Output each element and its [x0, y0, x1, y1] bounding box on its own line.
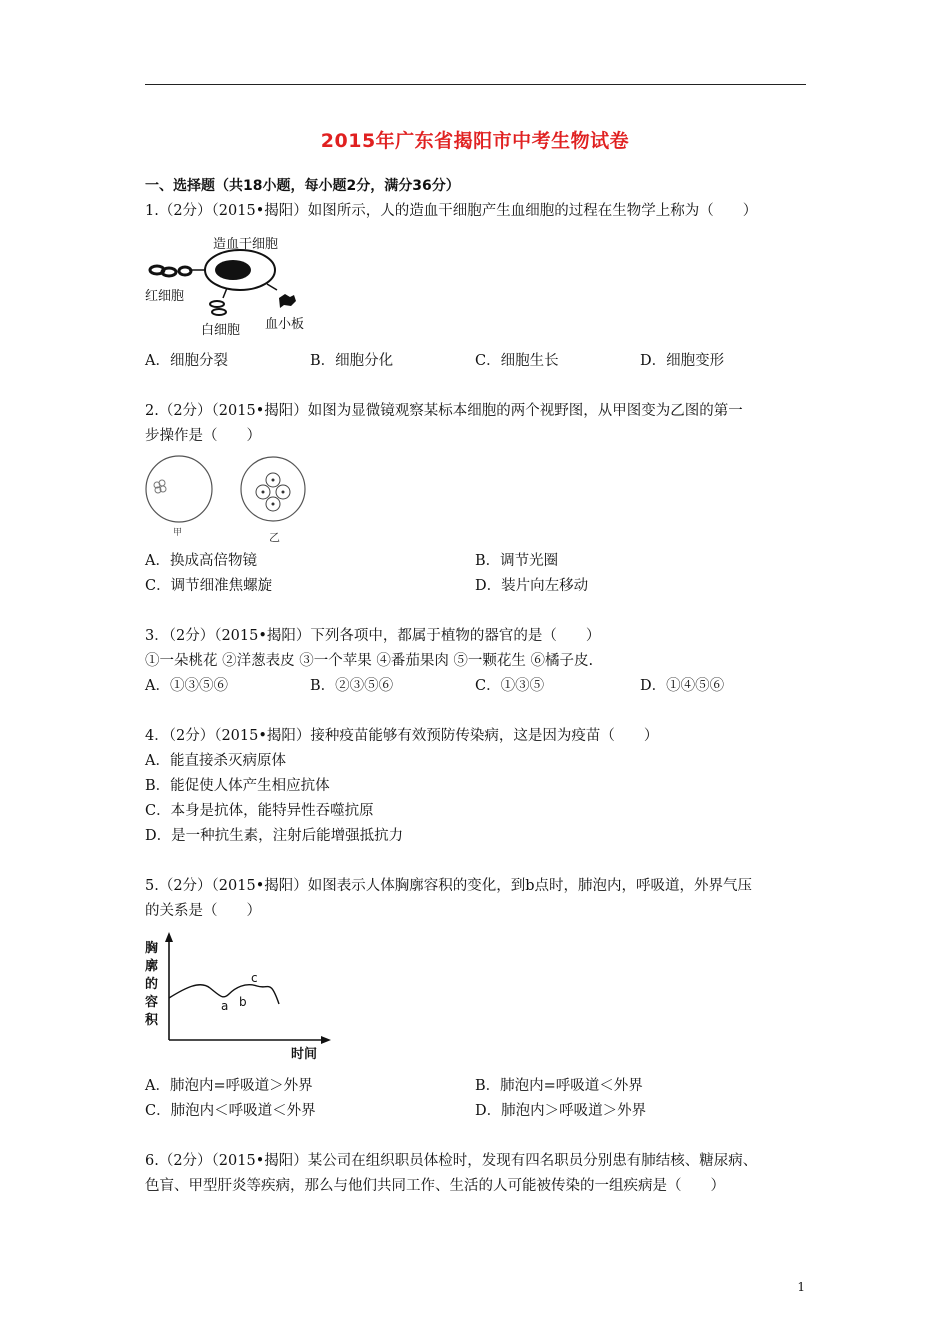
q5-option-c[interactable]: C．肺泡内＜呼吸道＜外界: [145, 1103, 316, 1119]
q1-option-a[interactable]: A．细胞分裂: [145, 353, 228, 369]
label-platelet: 血小板: [265, 317, 305, 332]
ylabel-char-3: 的: [145, 977, 159, 992]
question-3-text: 3．（2分）（2015•揭阳）下列各项中，都属于植物的器官的是（ ）: [145, 628, 601, 644]
q1-option-c[interactable]: C．细胞生长: [475, 353, 559, 369]
q5-option-b[interactable]: B．肺泡内=呼吸道＜外界: [475, 1078, 643, 1094]
label-red-cell: 红细胞: [145, 289, 185, 304]
ylabel-char-5: 积: [145, 1013, 159, 1028]
question-1-text: 1.（2分）（2015•揭阳）如图所示，人的造血干细胞产生血细胞的过程在生物学上称为（ ）: [145, 203, 758, 219]
point-b: b: [239, 995, 247, 1009]
q1-option-b[interactable]: B．细胞分化: [310, 353, 394, 369]
q2-option-b[interactable]: B．调节光圈: [475, 553, 559, 569]
q4-option-d[interactable]: D．是一种抗生素，注射后能增强抵抗力: [145, 828, 404, 844]
q4-option-c[interactable]: C．本身是抗体，能特异性吞噬抗原: [145, 803, 374, 819]
header-rule: [145, 84, 806, 85]
ylabel-char-1: 胸: [145, 941, 159, 956]
q3-option-c[interactable]: C．①③⑤: [475, 678, 545, 694]
page-title: 2015年广东省揭阳市中考生物试卷: [320, 130, 630, 152]
ylabel-char-4: 容: [145, 995, 159, 1010]
label-jia: 甲: [173, 528, 183, 538]
label-stem-cell: 造血干细胞: [213, 237, 279, 252]
section-heading: 一、选择题（共18小题，每小题2分，满分36分）: [145, 178, 460, 194]
q5-option-d[interactable]: D．肺泡内＞呼吸道＞外界: [475, 1103, 647, 1119]
question-2-text-line2: 步操作是（ ）: [145, 428, 261, 444]
question-4-text: 4．（2分）（2015•揭阳）接种疫苗能够有效预防传染病，这是因为疫苗（ ）: [145, 728, 659, 744]
question-5-text-line2: 的关系是（ ）: [145, 903, 261, 919]
q2-option-d[interactable]: D．装片向左移动: [475, 578, 589, 594]
label-yi: 乙: [269, 531, 280, 544]
q3-option-d[interactable]: D．①④⑤⑥: [640, 678, 725, 694]
q5-option-a[interactable]: A．肺泡内=呼吸道＞外界: [145, 1078, 313, 1094]
question-3-items: ①一朵桃花 ②洋葱表皮 ③一个苹果 ④番茄果肉 ⑤一颗花生 ⑥橘子皮.: [145, 653, 594, 669]
ylabel-char-2: 廓: [145, 959, 159, 974]
q4-option-a[interactable]: A．能直接杀灭病原体: [145, 753, 286, 769]
q2-option-c[interactable]: C．调节细准焦螺旋: [145, 578, 273, 594]
question-2-text-line1: 2.（2分）（2015•揭阳）如图为显微镜观察某标本细胞的两个视野图，从甲图变为乙图的第一: [145, 403, 743, 419]
label-white-cell: 白细胞: [201, 323, 241, 338]
page-number: 1: [797, 1280, 805, 1294]
question-6-text-line1: 6.（2分）（2015•揭阳）某公司在组织职员体检时，发现有四名职员分别患有肺结核、糖尿病、: [145, 1153, 758, 1169]
q3-option-b[interactable]: B．②③⑤⑥: [310, 678, 394, 694]
blood-cell-figure: [145, 232, 305, 340]
q3-option-a[interactable]: A．①③⑤⑥: [145, 678, 228, 694]
microscope-figure: [145, 455, 305, 547]
question-5-text-line1: 5.（2分）（2015•揭阳）如图表示人体胸廓容积的变化，到b点时，肺泡内，呼吸道，外界气压: [145, 878, 753, 894]
xlabel: 时间: [291, 1047, 318, 1062]
point-c: c: [251, 971, 258, 985]
q4-option-b[interactable]: B．能促使人体产生相应抗体: [145, 778, 330, 794]
chest-volume-chart: [145, 930, 345, 1065]
point-a: a: [221, 999, 229, 1013]
question-6-text-line2: 色盲、甲型肝炎等疾病，那么与他们共同工作、生活的人可能被传染的一组疾病是（ ）: [145, 1178, 725, 1194]
q2-option-a[interactable]: A．换成高倍物镜: [145, 553, 257, 569]
q1-option-d[interactable]: D．细胞变形: [640, 353, 725, 369]
